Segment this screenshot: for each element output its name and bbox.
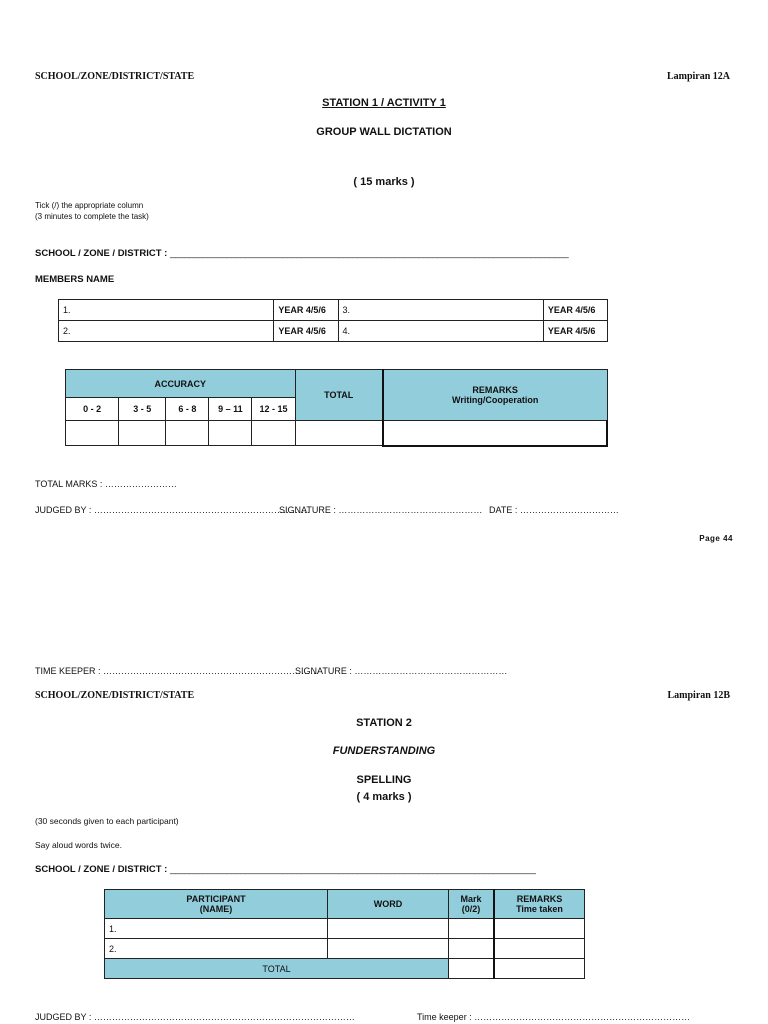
remarks2-header — [494, 890, 585, 919]
header-right-2: Lampiran 12B — [667, 690, 730, 701]
score-cell[interactable] — [252, 421, 295, 446]
instruction-aloud: Say aloud words twice. — [35, 840, 122, 850]
school-line-2: ______________________________________________________________________________ — [169, 864, 536, 875]
participant-cell-2[interactable]: 2. — [105, 939, 328, 959]
range-6-8: 6 - 8 — [166, 398, 209, 421]
participant-cell-1[interactable]: 1. — [105, 919, 328, 939]
score-cell[interactable] — [166, 421, 209, 446]
score-cell[interactable] — [119, 421, 166, 446]
remarks-label: REMARKS — [472, 385, 518, 395]
mark-cell[interactable] — [449, 939, 495, 959]
school-label-2: SCHOOL / ZONE / DISTRICT : — [35, 864, 170, 875]
total-header: TOTAL — [295, 370, 383, 421]
spelling-table — [104, 889, 585, 979]
member-cell-3[interactable]: 3. — [338, 300, 543, 321]
judged-by-field-2[interactable]: JUDGED BY : …………………………………………………………………………… — [35, 1012, 355, 1022]
word-cell[interactable] — [328, 919, 449, 939]
remarks-sub: Writing/Cooperation — [452, 395, 539, 405]
remarks-header — [383, 370, 607, 421]
time-keeper-field[interactable]: TIME KEEPER : ……………………………………………………………… — [35, 666, 320, 676]
header-right: Lampiran 12A — [666, 71, 730, 82]
total-remarks-cell[interactable] — [494, 959, 585, 979]
activity-title: GROUP WALL DICTATION — [316, 126, 452, 138]
member-cell-4[interactable]: 4. — [338, 321, 543, 342]
header-left-2: SCHOOL/ZONE/DISTRICT/STATE — [35, 690, 195, 701]
remarks2-label: REMARKS — [516, 894, 563, 904]
marks2-label: ( 4 marks ) — [356, 791, 412, 803]
remarks2-cell[interactable] — [494, 919, 585, 939]
school-line: _____________________________________________________________________________________ — [169, 248, 569, 259]
school-field[interactable] — [35, 248, 568, 259]
date-field[interactable]: DATE : …………………………… — [489, 505, 619, 515]
members-table — [58, 299, 608, 342]
score-table — [65, 369, 608, 447]
instruction-seconds: (30 seconds given to each participant) — [35, 816, 179, 826]
member-cell-2[interactable]: 2. — [59, 321, 274, 342]
school-label: SCHOOL / ZONE / DISTRICT : — [35, 248, 170, 259]
spelling-title: SPELLING — [356, 774, 412, 786]
judged-by-field[interactable]: JUDGED BY : ……………………………………………………………… — [35, 505, 310, 515]
signature-field[interactable]: SIGNATURE : ………………………………………… — [279, 505, 483, 515]
table-row — [105, 959, 585, 979]
score-cell[interactable] — [209, 421, 252, 446]
mark-sub: (0/2) — [461, 904, 481, 914]
member-year-4: YEAR 4/5/6 — [543, 321, 607, 342]
score-cell[interactable] — [66, 421, 119, 446]
word-cell[interactable] — [328, 939, 449, 959]
member-year-3: YEAR 4/5/6 — [543, 300, 607, 321]
member-year-2: YEAR 4/5/6 — [274, 321, 338, 342]
mark-cell[interactable] — [449, 919, 495, 939]
participant-header — [105, 890, 328, 919]
range-12-15: 12 - 15 — [252, 398, 295, 421]
remarks2-cell[interactable] — [494, 939, 585, 959]
remarks2-sub: Time taken — [516, 904, 563, 914]
total-marks-field[interactable]: TOTAL MARKS : …………………… — [35, 479, 177, 489]
instruction-tick: Tick (/) the appropriate column — [35, 201, 144, 210]
remarks-cell[interactable] — [383, 421, 607, 446]
total-row-label: TOTAL — [105, 959, 449, 979]
header-left: SCHOOL/ZONE/DISTRICT/STATE — [35, 71, 195, 82]
school-field-2[interactable] — [35, 864, 535, 875]
range-9-11: 9 – 11 — [209, 398, 252, 421]
signature2-field[interactable]: SIGNATURE : …………………………………………… — [295, 666, 508, 676]
mark-label: Mark — [460, 894, 482, 904]
page-number: Page 44 — [699, 534, 733, 543]
table-row — [59, 321, 608, 342]
station2-title: STATION 2 — [356, 717, 412, 729]
range-0-2: 0 - 2 — [66, 398, 119, 421]
table-row — [59, 300, 608, 321]
table-row — [105, 939, 585, 959]
marks-label: ( 15 marks ) — [353, 176, 415, 188]
members-label: MEMBERS NAME — [35, 274, 115, 285]
station-title: STATION 1 / ACTIVITY 1 — [322, 97, 446, 109]
accuracy-header: ACCURACY — [66, 370, 296, 398]
participant-sub: (NAME) — [199, 904, 233, 914]
total-mark-cell[interactable] — [449, 959, 495, 979]
time-keeper-field-2[interactable]: Time keeper : ……………………………………………………………… — [417, 1012, 691, 1022]
instruction-time: (3 minutes to complete the task) — [35, 212, 149, 221]
word-header: WORD — [328, 890, 449, 919]
range-3-5: 3 - 5 — [119, 398, 166, 421]
mark-header — [449, 890, 495, 919]
total-cell[interactable] — [295, 421, 383, 446]
participant-label: PARTICIPANT — [186, 894, 246, 904]
member-cell-1[interactable]: 1. — [59, 300, 274, 321]
member-year-1: YEAR 4/5/6 — [274, 300, 338, 321]
table-row — [105, 919, 585, 939]
theme-title: FUNDERSTANDING — [332, 745, 436, 757]
